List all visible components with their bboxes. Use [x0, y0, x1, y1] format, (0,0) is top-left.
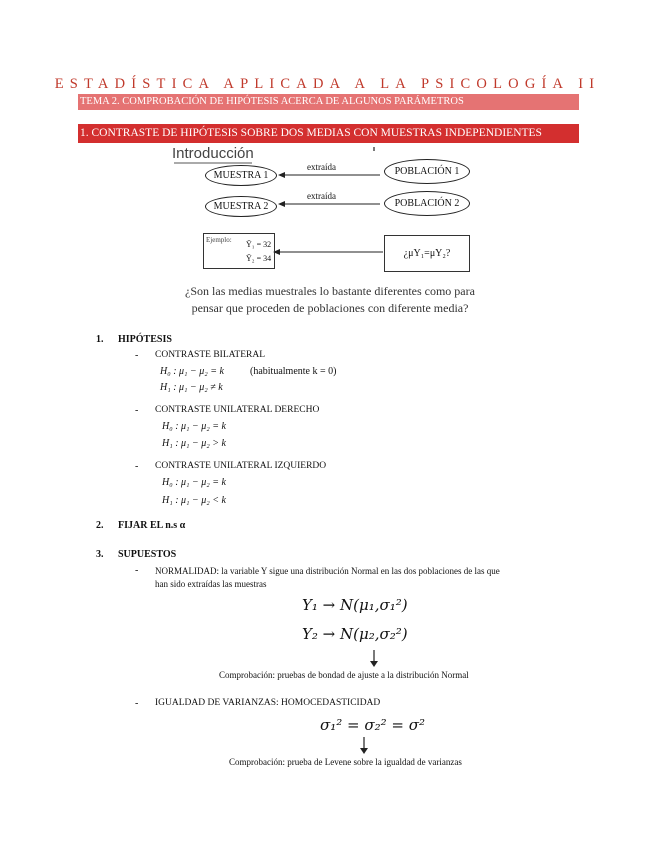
derecho-h0: H₀ : μ₁ − μ₂ = k [162, 421, 226, 432]
hipotesis-heading: HIPÓTESIS [118, 334, 172, 345]
derecho-label: CONTRASTE UNILATERAL DERECHO [155, 405, 320, 415]
izquierdo-label: CONTRASTE UNILATERAL IZQUIERDO [155, 461, 327, 471]
izquierdo-h1: H₁ : μ₁ − μ₂ < k [162, 495, 226, 506]
bilateral-h1: H₁ : μ₁ − μ₂ ≠ k [160, 382, 223, 393]
sample-1-oval: MUESTRA 1 [205, 165, 277, 186]
izquierdo-h0: H₀ : μ₁ − μ₂ = k [162, 477, 226, 488]
comprobacion-normalidad: Comprobación: pruebas de bondad de ajuste a la distribución Normal [219, 670, 469, 680]
bilateral-note: (habitualmente k = 0) [250, 366, 337, 377]
normalidad-eq-2: Y₂ → N(μ₂,σ₂²) [302, 625, 408, 643]
fijar-heading: FIJAR EL n.s α [118, 520, 186, 531]
igualdad-eq: σ₁² = σ₂² = σ² [320, 716, 425, 734]
bilateral-h0: H₀ : μ₁ − μ₂ = k [160, 366, 224, 377]
mean-question-box: ¿μY₁=μY₂? [384, 235, 470, 272]
supuestos-heading: SUPUESTOS [118, 549, 177, 560]
question-line-1: ¿Son las medias muestrales lo bastante diferentes como para [185, 284, 475, 298]
question-line-2: pensar que proceden de poblaciones con diferente media? [191, 301, 469, 315]
normalidad-text-2: han sido extraídas las muestras [155, 579, 267, 589]
arrow-label-1: extraída [307, 162, 336, 172]
normalidad-paragraph [155, 565, 585, 578]
hipotesis-number: 1. [96, 334, 104, 345]
diagram-arrows [0, 0, 655, 290]
example-label: Ejemplo: [206, 236, 232, 244]
igualdad-label: IGUALDAD DE VARIANZAS: HOMOCEDASTICIDAD [155, 698, 381, 708]
section-banner: 1. CONTRASTE DE HIPÓTESIS SOBRE DOS MEDIAS CON MUESTRAS INDEPENDIENTES [78, 124, 579, 143]
topic-banner: TEMA 2. COMPROBACIÓN DE HIPÓTESIS ACERCA DE ALGUNOS PARÁMETROS [78, 94, 579, 110]
sample-2-oval: MUESTRA 2 [205, 196, 277, 217]
normalidad-text-1: la variable Y sigue una distribución Normal en las dos poblaciones de las que [221, 566, 500, 576]
example-mean-2: Ȳ₂ = 34 [246, 254, 272, 263]
dash-igualdad: - [135, 698, 139, 709]
arrow-head-1 [278, 172, 285, 178]
arrow-head-2 [278, 201, 285, 207]
intro-heading: Introducción [172, 145, 254, 162]
down-arrow-icon [368, 650, 380, 668]
derecho-h1: H₁ : μ₁ − μ₂ > k [162, 438, 226, 449]
normalidad-label: NORMALIDAD: [155, 566, 219, 576]
comprobacion-igualdad: Comprobación: prueba de Levene sobre la igualdad de varianzas [229, 757, 462, 767]
bilateral-label: CONTRASTE BILATERAL [155, 350, 266, 360]
population-1-oval: POBLACIÓN 1 [384, 159, 470, 184]
dash-izquierdo: - [135, 461, 139, 472]
fijar-number: 2. [96, 520, 104, 531]
population-2-oval: POBLACIÓN 2 [384, 191, 470, 216]
arrow-label-2: extraída [307, 191, 336, 201]
normalidad-eq-1: Y₁ → N(μ₁,σ₁²) [302, 596, 408, 614]
dash-derecho: - [135, 405, 139, 416]
example-box [203, 233, 275, 269]
dash-normalidad: - [135, 565, 139, 576]
dash-bilateral: - [135, 350, 139, 361]
supuestos-number: 3. [96, 549, 104, 560]
down-arrow-icon [358, 737, 370, 755]
example-mean-1: Ȳ₁ = 32 [246, 240, 272, 249]
document-title: ESTADÍSTICA APLICADA A LA PSICOLOGÍA II [54, 76, 601, 92]
